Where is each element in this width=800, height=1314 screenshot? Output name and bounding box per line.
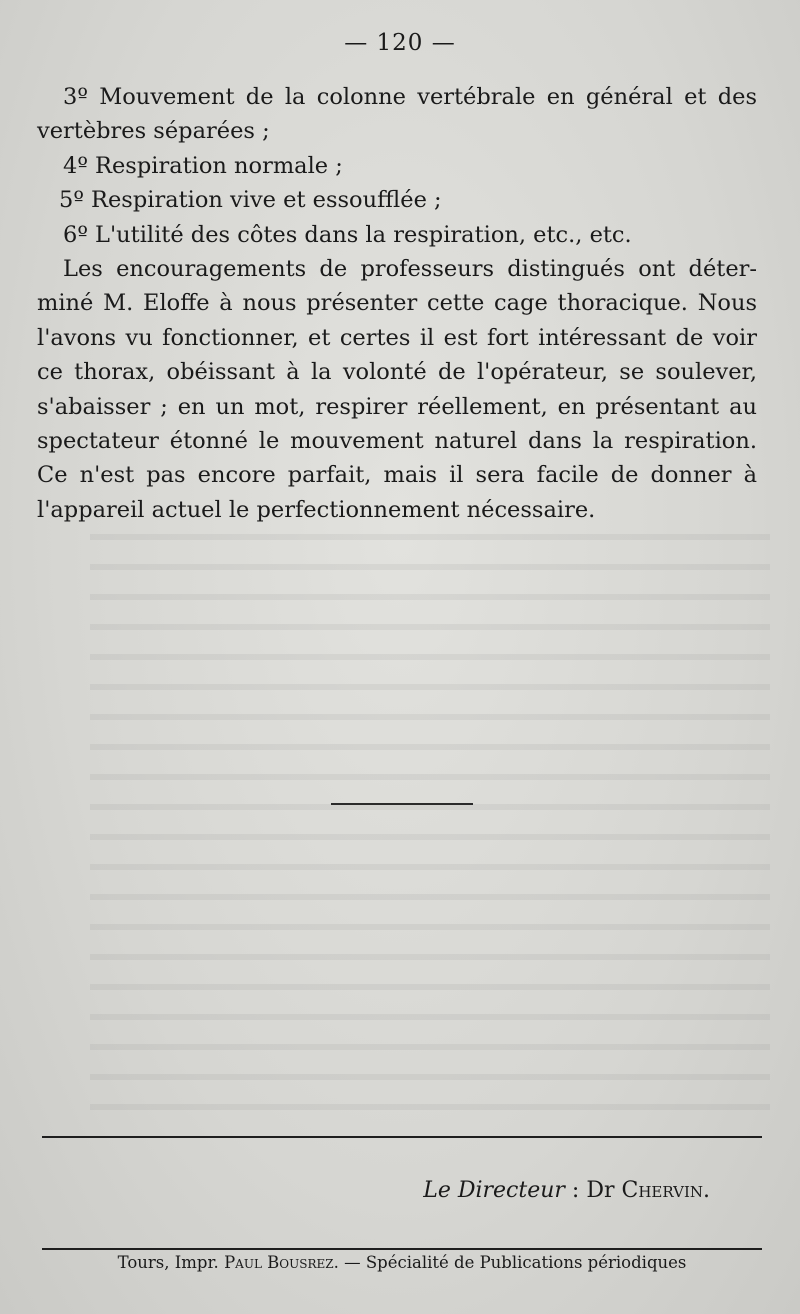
signature-title: Dr xyxy=(586,1178,615,1203)
body-text xyxy=(37,80,757,527)
bleed-through-texture xyxy=(90,510,770,1110)
footer-prefix: Tours, Impr. xyxy=(117,1253,219,1272)
signature xyxy=(423,1178,710,1203)
footer-rule xyxy=(42,1248,762,1250)
paragraph-line: s'abaisser ; en un mot, respirer réellement, en présentant au xyxy=(37,393,757,420)
paragraph-line: l'avons vu fonctionner, et certes il est fort intéressant de voir xyxy=(37,324,757,351)
paragraph-line: miné M. Eloffe à nous présenter cette cage thoracique. Nous xyxy=(37,290,757,317)
signature-label: Le Directeur xyxy=(423,1178,565,1203)
paragraph-line: l'appareil actuel le perfectionnement nécessaire. xyxy=(37,496,596,523)
list-item-continuation: vertèbres séparées ; xyxy=(37,118,270,145)
paragraph-line: ce thorax, obéissant à la volonté de l'opérateur, se soulever, xyxy=(37,359,757,386)
list-item: 3º Mouvement de la colonne vertébrale en général et des xyxy=(63,84,757,110)
signature-end: . xyxy=(703,1178,710,1203)
page-number: — 120 — xyxy=(344,30,456,56)
list-item: 4º Respiration normale ; xyxy=(63,152,343,179)
list-item: 6º L'utilité des côtes dans la respiration, etc., etc. xyxy=(63,221,632,248)
printer-footer xyxy=(42,1253,762,1272)
section-divider xyxy=(331,803,473,805)
footer-suffix: . — Spécialité de Publications périodiques xyxy=(333,1253,687,1272)
closing-rule xyxy=(42,1136,762,1138)
signature-name: Chervin xyxy=(621,1178,703,1203)
paragraph-line: Ce n'est pas encore parfait, mais il sera facile de donner à xyxy=(37,462,757,489)
signature-separator: : xyxy=(564,1178,587,1203)
paragraph-line: Les encouragements de professeurs distingués ont déter- xyxy=(63,256,757,283)
footer-printer: Paul Bousrez xyxy=(224,1253,334,1272)
paragraph-line: spectateur étonné le mouvement naturel dans la respiration. xyxy=(37,428,757,455)
list-item: 5º Respiration vive et essoufflée ; xyxy=(59,187,442,214)
